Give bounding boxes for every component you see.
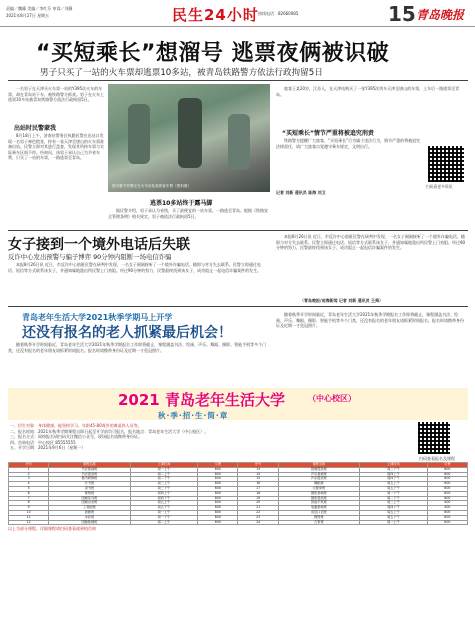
news-photo: [108, 84, 270, 192]
story3-body-cont: 随着秋季开学时间临近，青岛老年生活大学2021年秋季学期报名工作即将截止，课程涵盖书法、绘画、声乐、舞蹈、摄影、智能手机等多个门类，还没有报名的老年朋友请抓紧时间报名。报名时请携带身份证及近期一寸免冠照片。: [276, 312, 464, 329]
table-cell: 24: [238, 520, 278, 525]
table-cell: 周四下午: [360, 477, 428, 482]
table-cell: 2: [9, 472, 49, 477]
table-cell: 800: [198, 501, 238, 506]
table-cell: 600: [198, 486, 238, 491]
hotline: 热线电话：82660085: [258, 11, 299, 16]
table-cell: 国画提高班: [278, 467, 359, 472]
table-cell: 600: [198, 467, 238, 472]
section-title: 民生24小时: [172, 6, 259, 24]
table-cell: 600: [427, 486, 467, 491]
list-item: 一、招生对象：身体健康、能坚持学习、年龄45-80周岁的离退休人员等。: [10, 423, 142, 428]
table-cell: 周三上午: [360, 501, 428, 506]
table-cell: 国画山水班: [49, 501, 130, 506]
table-cell: 周五上午: [130, 501, 198, 506]
table-cell: 600: [427, 477, 467, 482]
photo-caption: 图为警方民警正在火车站检查旅客车票（资料图）: [112, 184, 192, 188]
table-cell: 周四下午: [130, 496, 198, 501]
table-header: 学费: [427, 463, 467, 468]
table-cell: 周一上午: [360, 520, 428, 525]
list-item: 四、咨询电话：中心校区 85555555: [10, 439, 76, 445]
table-cell: 800: [198, 472, 238, 477]
table-cell: 15: [238, 477, 278, 482]
table-cell: 周四上午: [360, 472, 428, 477]
story3-body: 随着秋季开学时间临近，青岛老年生活大学2021年秋季学期报名工作即将截止，课程涵盖书法、绘画、声乐、舞蹈、摄影、智能手机等多个门类，还没有报名的老年朋友请抓紧时间报名。报名时请携带身份证及近期一寸免冠照片。: [8, 342, 267, 353]
table-cell: 摄影提高班: [278, 496, 359, 501]
table-cell: 600: [427, 515, 467, 520]
story3-headline: 还没有报名的老人抓紧最后机会！: [22, 325, 232, 341]
table-row: [9, 520, 468, 525]
table-cell: 21: [238, 506, 278, 511]
qr-code[interactable]: [428, 146, 464, 182]
table-cell: 16: [238, 482, 278, 487]
enrollment-banner: [8, 388, 468, 420]
table-cell: 书法提高班: [49, 472, 130, 477]
table-cell: 800: [198, 496, 238, 501]
page-number: 15: [388, 2, 416, 26]
table-cell: 800: [198, 477, 238, 482]
table-header: 课程名称: [278, 463, 359, 468]
table-cell: 周一上午: [130, 467, 198, 472]
table-footer: 以上为部分课程，详细课程请扫码查看或到校咨询: [8, 526, 96, 532]
editor-credits: 责编／魏耀 美编／李红芬 审读／刘静: [6, 6, 73, 11]
divider: [8, 230, 468, 231]
table-cell: 1: [9, 467, 49, 472]
table-cell: 周三上午: [130, 482, 198, 487]
story2-byline: （青岛晚报/观海新闻 记者 刘新 通讯员 王舜）: [300, 298, 384, 303]
table-cell: 周二下午: [360, 496, 428, 501]
table-header: 上课时间: [360, 463, 428, 468]
table-cell: 摄影基础班: [278, 491, 359, 496]
table-cell: 14: [238, 472, 278, 477]
table-cell: 周一下午: [130, 515, 198, 520]
list-item: 三、报名方式：网络报名请扫码关注微信公众号，现场报名请携带身份证。: [10, 434, 142, 440]
story2-continued: 本报8月26日讯 近日，市反诈中心值班民警在研判中发现，一名女子刚刚接听了一个境外诈骗电话，随即与对方失去联系。民警立即通过电话、短信等方式联系该女子，并通知属地派出所民警上门劝阻。经过90分钟的努力，民警最终找到该女子，成功阻止一起电信诈骗案件的发生。: [276, 234, 466, 251]
table-cell: 周四下午: [360, 506, 428, 511]
story1-col2-subhead: 逃票10多站终于露马脚: [150, 200, 213, 207]
table-cell: 声乐提高班: [278, 477, 359, 482]
table-cell: 周一上午: [130, 510, 198, 515]
table-header: 课程名称: [49, 463, 130, 468]
banner-subtitle: 秋·季·招·生·简·章: [158, 411, 229, 420]
table-cell: 周五上午: [360, 510, 428, 515]
banner-suffix: （中心校区）: [308, 394, 356, 403]
story1-subhead: 男子只买了一站的火车票却逃票10多站，被青岛铁路警方依法行政拘留5日: [40, 68, 323, 78]
table-header: 序号: [238, 463, 278, 468]
table-cell: 周一下午: [360, 491, 428, 496]
table-cell: 隶书班: [49, 486, 130, 491]
page-header: [0, 0, 475, 27]
table-cell: 800: [427, 520, 467, 525]
table-cell: 3: [9, 477, 49, 482]
table-cell: 23: [238, 515, 278, 520]
table-cell: 周四上午: [130, 491, 198, 496]
enrollment-items: [10, 423, 400, 451]
table-cell: 600: [427, 482, 467, 487]
list-item: 五、开学日期：2021年9月6日（星期一）: [10, 445, 86, 451]
banner-title: 2021 青岛老年生活大学: [118, 391, 285, 409]
story2-body: 本报8月26日讯 近日，市反诈中心值班民警在研判中发现，一名女子刚刚接听了一个境外诈骗电话，随即与对方失去联系。民警立即通过电话、短信等方式联系该女子，并通知属地派出所民警上门劝阻。经过90分钟的努力，民警最终找到该女子，成功阻止一起电信诈骗案件的发生。: [8, 262, 262, 273]
table-cell: 楷书研修班: [49, 477, 130, 482]
table-cell: 周二上午: [130, 520, 198, 525]
table-cell: 油画班: [49, 510, 130, 515]
qr-label: 扫码看更多资讯: [426, 184, 453, 189]
table-cell: 周三下午: [360, 467, 428, 472]
enroll-qr-code[interactable]: [418, 422, 450, 454]
table-header: 上课时间: [130, 463, 198, 468]
table-cell: 600: [427, 510, 467, 515]
story1-col1-subhead: 出站时民警蒙我: [14, 125, 57, 132]
table-header: 学费: [198, 463, 238, 468]
list-item: 二、报名时间：2021年秋季学期课程自即日起至开学前均可报名，报名地点：青岛老年生活大学（中心校区）。: [10, 428, 209, 434]
table-cell: 11: [9, 515, 49, 520]
story1-byline: 记者 刘新 通讯员 陈海 刘卫: [276, 190, 326, 195]
table-cell: 篆刻班: [49, 491, 130, 496]
table-cell: 古筝班: [278, 520, 359, 525]
table-cell: 6: [9, 491, 49, 496]
table-cell: 工笔画班: [49, 506, 130, 511]
story2-subhead: 反诈中心发出预警与骗子博弈 90分钟内阻断一场电信诈骗: [8, 253, 172, 261]
table-cell: 水彩班: [49, 515, 130, 520]
story1-headline: “买短乘长”想溜号 逃票夜俩被识破: [36, 41, 390, 66]
table-cell: 17: [238, 486, 278, 491]
table-cell: 400: [427, 501, 467, 506]
divider: [8, 80, 468, 81]
table-cell: 9: [9, 506, 49, 511]
table-cell: 800: [198, 491, 238, 496]
story1-intro: 一名男子在天津买火车票一站的Y395次火车的车票，却在青岛站下车，被铁路警方抓获。男子在火车上逃票10多站被青岛铁路警方依法行政拘留5日。: [8, 86, 104, 103]
table-cell: 电脑基础班: [278, 506, 359, 511]
story1-right-subhead: “买短乘长”情节严重将被追究刑责: [282, 130, 374, 137]
table-cell: 英语口语班: [278, 510, 359, 515]
table-cell: 13: [238, 467, 278, 472]
table-cell: 周五下午: [360, 515, 428, 520]
story1-right-body: 铁路警方提醒广大旅客，“买短乘长”行为属于违法行为，情节严重的将被追究法律责任，请广大旅客自觉遵守乘车规定，文明出行。: [276, 138, 421, 149]
table-cell: 模特班: [278, 515, 359, 520]
table-cell: 周五下午: [130, 506, 198, 511]
table-cell: 5: [9, 486, 49, 491]
story2-headline: 女子接到一个境外电话后失联: [8, 237, 190, 253]
table-cell: 800: [198, 482, 238, 487]
table-cell: 22: [238, 510, 278, 515]
table-cell: 周二上午: [130, 472, 198, 477]
table-cell: 19: [238, 496, 278, 501]
table-cell: 4: [9, 482, 49, 487]
table-cell: 18: [238, 491, 278, 496]
table-cell: 国画花鸟班: [49, 496, 130, 501]
course-table: [8, 462, 468, 532]
table-cell: 周三下午: [130, 486, 198, 491]
table-cell: 智能手机班: [278, 501, 359, 506]
table-cell: 600: [427, 472, 467, 477]
story1-col2-body: 据民警介绍，男子承认为省钱，买了最便宜的一站车票，一路逃至青岛。根据《铁路安全管理条例》相关规定，男子被依法行政拘留5日。: [108, 208, 268, 219]
issue-date: 2021年8月27日 星期五: [6, 13, 50, 18]
table-cell: 800: [198, 506, 238, 511]
table-cell: 800: [427, 467, 467, 472]
divider: [8, 306, 468, 307]
story1-col1-body: 8月18日上午，济南站警务区执勤民警在出站口发现一名男子神色慌张，持有一张天津至唐山的火车票准备出站。民警立即对其进行盘查，发现其所持车票与实际乘车区间不符。经询问，该男子承认自己为节省车费，只买了一站的车票，一路逃票至青岛。: [8, 133, 104, 161]
table-cell: 600: [198, 520, 238, 525]
table-header: 序号: [9, 463, 49, 468]
table-cell: 声乐基础班: [278, 472, 359, 477]
table-cell: 行书班: [49, 482, 130, 487]
table-cell: 12: [9, 520, 49, 525]
table-cell: 8: [9, 501, 49, 506]
table-cell: 周二下午: [130, 477, 198, 482]
story1-right-top: 旅客王某20岁，江苏人，在天津站购买了一张Y395次列车天津至唐山的车票，上车后一路逃票至青岛。: [276, 86, 460, 97]
table-cell: 7: [9, 496, 49, 501]
table-cell: 600: [427, 491, 467, 496]
table-cell: 周五下午: [360, 486, 428, 491]
enroll-qr-label: 扫码查看报名及课程: [419, 456, 455, 461]
table-cell: 国画基础班: [49, 520, 130, 525]
story3-kicker: 青岛老年生活大学2021秋季学期马上开学: [22, 313, 173, 322]
table-cell: 800: [427, 496, 467, 501]
paper-name: 青岛晚报: [416, 8, 465, 22]
table-cell: 10: [9, 510, 49, 515]
table-cell: 周五上午: [360, 482, 428, 487]
table-cell: 600: [198, 515, 238, 520]
table-cell: 400: [427, 506, 467, 511]
table-cell: 800: [198, 510, 238, 515]
table-cell: 书法基础班: [49, 467, 130, 472]
table-cell: 太极拳班: [278, 486, 359, 491]
table-cell: 20: [238, 501, 278, 506]
table-cell: 舞蹈班: [278, 482, 359, 487]
